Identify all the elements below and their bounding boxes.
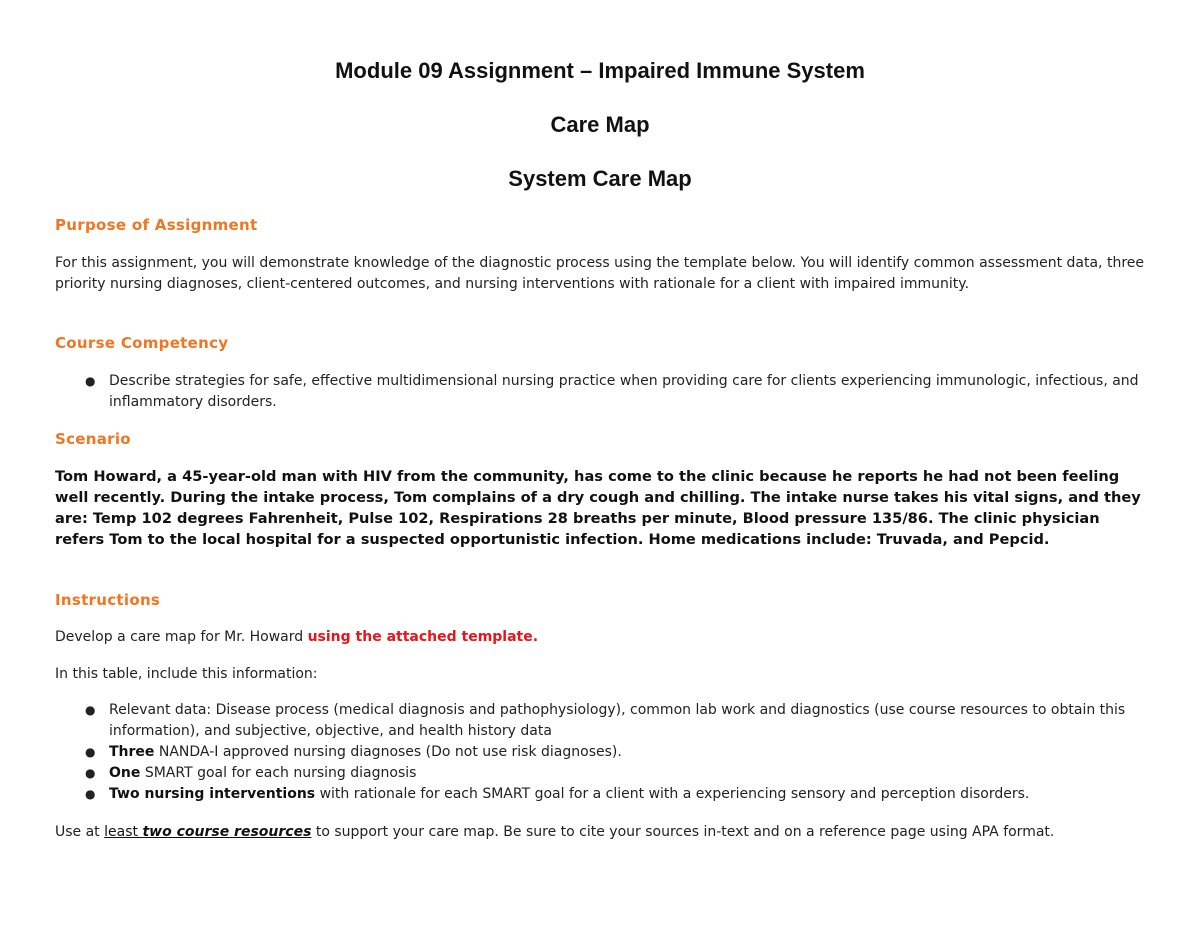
develop-text: Develop a care map for Mr. Howard — [55, 629, 308, 645]
scenario-text: Tom Howard, a 45-year-old man with HIV from the community, has come to the clinic because he reports he had not been feeling well recently. During the intake process, Tom complains of a dry cough and chilling. The intake nurse takes his vital signs, and they are: Temp 102 degrees Fahrenheit, Pulse 102, Respirations 28 breaths per minute, Blood pressure 135/86. The clinic physician refers Tom to the local hospital for a suspected opportunistic infection. Home medications include: Truvada, and Pepcid. — [55, 468, 1141, 548]
competency-heading: Course Competency — [55, 334, 229, 352]
bullet-icon: ● — [85, 766, 96, 780]
resources-prefix: Use at — [55, 824, 105, 840]
bullet-icon: ● — [85, 787, 96, 801]
instructions-item — [55, 742, 1150, 763]
instructions-item-text: SMART goal for each nursing diagnosis — [140, 765, 417, 781]
purpose-text: For this assignment, you will demonstrate knowledge of the diagnostic process using the template below. You will identify common assessment data, three priority nursing diagnoses, client-centered outcomes, and nursing interventions with rationale for a client with impaired immunity. — [55, 255, 1144, 292]
competency-item-text: Describe strategies for safe, effective multidimensional nursing practice when providing care for clients experiencing immunologic, infectious, and inflammatory disorders. — [109, 373, 1139, 410]
resources-emphasis: two course resources — [142, 824, 312, 840]
instructions-develop — [55, 627, 1150, 648]
purpose-heading: Purpose of Assignment — [55, 216, 258, 234]
instructions-table-intro: In this table, include this information: — [55, 666, 318, 682]
instructions-item — [55, 763, 1150, 784]
resources-suffix: to support your care map. Be sure to cite your sources in-text and on a reference page using APA format. — [311, 824, 1055, 840]
competency-list — [55, 371, 1150, 413]
bullet-icon: ● — [85, 745, 96, 759]
instructions-item-bold: Two nursing interventions — [109, 786, 316, 802]
instructions-item-text: with rationale for each SMART goal for a client with a experiencing sensory and perception disorders. — [315, 786, 1030, 802]
develop-template-emphasis: using the attached template. — [307, 629, 539, 645]
competency-item — [55, 371, 1150, 413]
instructions-resources — [55, 822, 1150, 843]
instructions-item-text: Relevant data: Disease process (medical diagnosis and pathophysiology), common lab work and diagnostics (use course resources to obtain this information), and subjective, objective, and health history data — [109, 702, 1126, 739]
bullet-icon: ● — [85, 703, 96, 717]
document-subtitle-system-care-map: System Care Map — [508, 166, 692, 191]
instructions-item-text: NANDA-I approved nursing diagnoses (Do not use risk diagnoses). — [154, 744, 622, 760]
instructions-item-bold: One — [109, 765, 141, 781]
scenario-heading: Scenario — [55, 430, 131, 448]
document-title: Module 09 Assignment – Impaired Immune System — [335, 58, 865, 83]
instructions-item — [55, 784, 1150, 805]
instructions-item-bold: Three — [109, 744, 155, 760]
document-subtitle-care-map: Care Map — [550, 112, 650, 137]
bullet-icon: ● — [85, 374, 96, 388]
resources-least: least — [104, 824, 143, 840]
instructions-item — [55, 700, 1150, 742]
instructions-heading: Instructions — [55, 591, 161, 609]
instructions-list — [55, 700, 1150, 805]
